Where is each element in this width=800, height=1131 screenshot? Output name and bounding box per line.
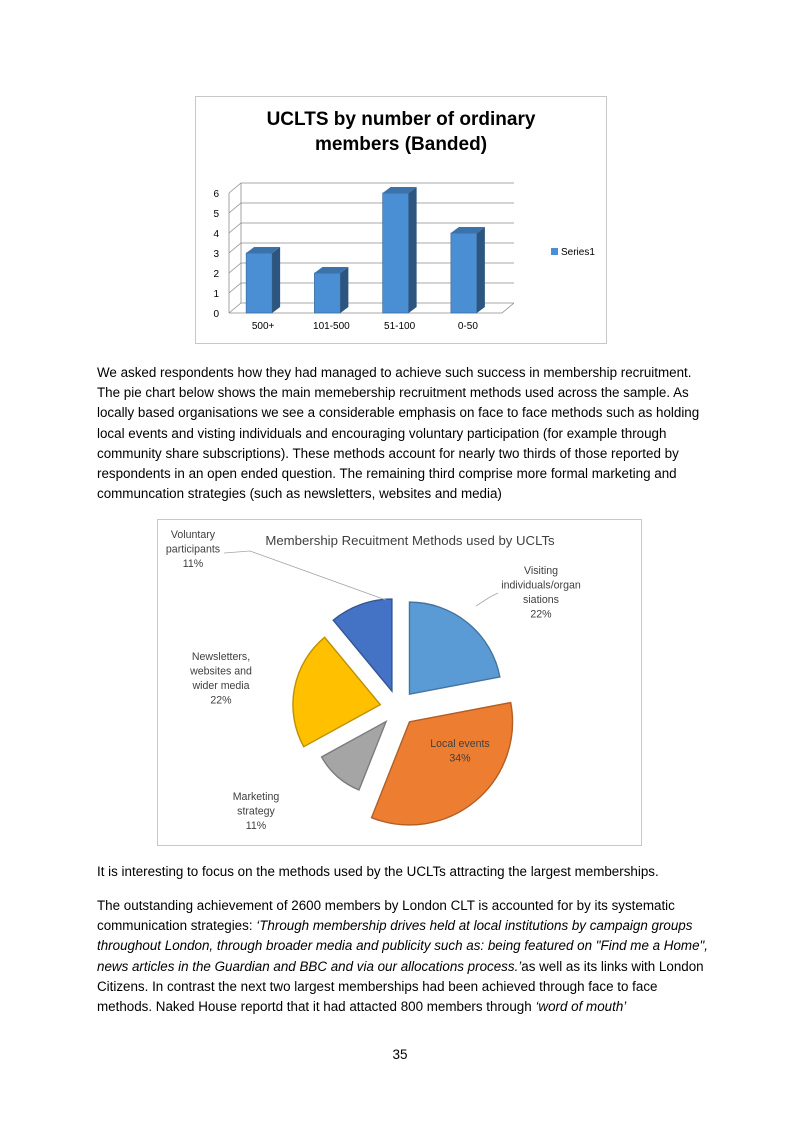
bar-chart-plot (196, 97, 606, 343)
word-of-mouth-quote: ‘word of mouth’ (535, 999, 627, 1015)
bar-y-tick-label: 0 (213, 309, 219, 320)
paragraph-focus (97, 862, 709, 882)
paragraph-london-clt-text (97, 896, 709, 1017)
pie-label-local-events: Local events (430, 738, 490, 750)
bar-y-tick-label: 6 (213, 189, 219, 200)
pie-leader-visiting (476, 593, 498, 606)
pie-label-visiting: siations (523, 594, 559, 606)
paragraph-intro (97, 363, 709, 504)
bar-side-face (272, 247, 280, 313)
bar-gridline (229, 183, 514, 193)
pie-label-newsletters: 22% (210, 694, 232, 707)
bar-chart-title-line1: UCLTS by number of ordinary (266, 109, 536, 130)
bar-101-500 (314, 267, 348, 313)
pie-slice-visiting (409, 602, 499, 694)
legend-label: Series1 (561, 247, 595, 258)
pie-label-marketing: strategy (237, 805, 275, 818)
bar-front-face (246, 253, 272, 313)
bar-side-face (409, 187, 417, 313)
bar-y-tick-label: 3 (213, 249, 219, 260)
page-number: 35 (392, 1047, 408, 1062)
pie-label-voluntary: Voluntary (170, 529, 216, 541)
bar-x-tick-label: 500+ (251, 321, 275, 332)
bar-chart-title-line2: members (Banded) (314, 134, 488, 155)
bar-chart (195, 96, 607, 344)
pie-label-visiting: individuals/organ (501, 579, 581, 592)
pie-slice-local (372, 703, 513, 825)
bar-gridline (229, 203, 514, 213)
bar-front-face (383, 193, 409, 313)
bar-0-50 (451, 227, 485, 313)
pie-leader-voluntary (224, 551, 386, 600)
pie-chart (157, 519, 642, 846)
bar-x-tick-label: 0-50 (457, 321, 478, 332)
bar-y-tick-label: 1 (213, 289, 219, 300)
pie-chart-plot (158, 520, 641, 845)
pie-label-visiting: 22% (530, 608, 552, 621)
pie-label-marketing: 11% (245, 820, 267, 832)
paragraph-london-clt-rest: as well as its links with London Citizens. In contrast the next two largest memberships had been achieved through face to face methods. Naked House reportd that it had attacted 800 members through (97, 958, 704, 1015)
pie-label-visiting: Visiting (524, 565, 558, 577)
bar-500+ (246, 247, 280, 313)
paragraph-intro-text: We asked respondents how they had managed to achieve such success in membership recruitment. The pie chart below shows the main memebership recruitment methods used across the sample. As locally based organisations we see a considerable emphasis on face to face methods such as holding local events and visting individuals and encouraging voluntary participation (for example through community share subscriptions). These methods account for nearly two thirds of those reported by respondents in an open ended question. The remaining third comprise more formal marketing and communcation strategies (such as newsletters, websites and media) (97, 365, 700, 502)
bar-front-face (451, 233, 477, 313)
pie-label-local-events: 34% (449, 752, 471, 765)
pie-chart-title: Membership Recuitment Methods used by UCLTs (265, 533, 555, 548)
bar-side-face (340, 267, 348, 313)
bar-x-tick-label: 101-500 (313, 321, 350, 332)
bar-front-face (314, 273, 340, 313)
bar-y-tick-label: 2 (213, 269, 219, 280)
london-clt-quote: ‘Through membership drives held at local institutions by campaign groups throughout London, through broader media and publicity such as: being featured on "Find me a Home", news articles in the Guardian and BBC and via our allocations process.’ (97, 918, 708, 974)
bar-x-tick-label: 51-100 (384, 321, 416, 332)
bar-51-100 (383, 187, 417, 313)
legend-swatch (551, 248, 558, 255)
pie-label-newsletters: Newsletters, (191, 651, 251, 663)
bar-side-face (477, 227, 485, 313)
pie-label-newsletters: wider media (192, 680, 250, 692)
pie-label-newsletters: websites and (190, 665, 252, 678)
paragraph-london-clt (97, 896, 709, 1017)
bar-y-tick-label: 4 (213, 229, 219, 240)
pie-label-voluntary: 11% (182, 558, 204, 570)
pie-label-marketing: Marketing (232, 791, 280, 803)
pie-label-voluntary: participants (165, 543, 221, 556)
paragraph-focus-text: It is interesting to focus on the methods used by the UCLTs attracting the largest memberships. (97, 864, 659, 879)
bar-y-tick-label: 5 (213, 209, 219, 220)
paragraph-london-clt-lead: The outstanding achievement of 2600 members by London CLT is accounted for by its systematic communication strategies: (97, 898, 675, 934)
